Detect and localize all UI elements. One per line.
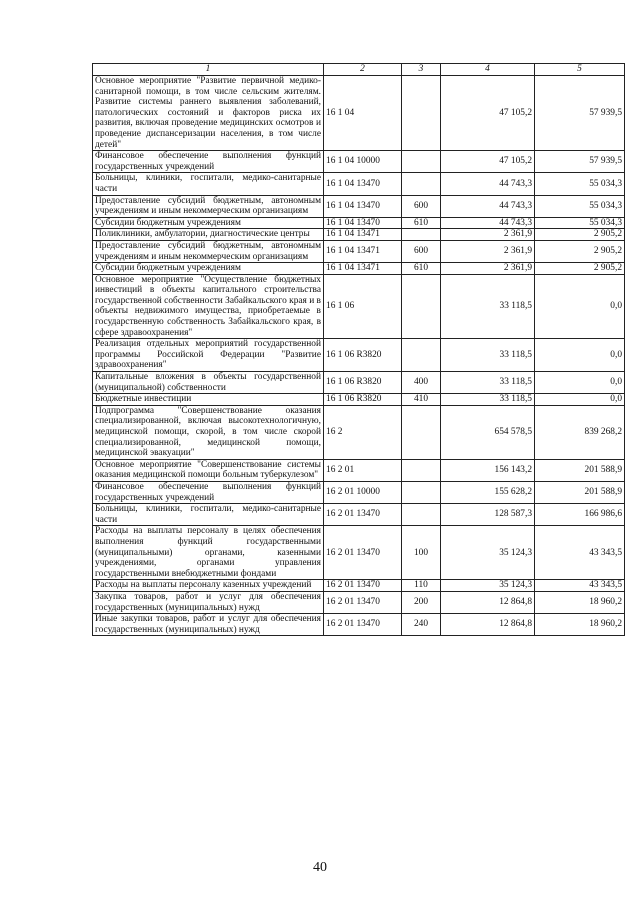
cell-type (402, 504, 441, 526)
cell-name: Расходы на выплаты персоналу в целях обеспечения выполнения функций государственными (муниципальными) органами, казенными учреждениями, органами управления государственными внебюджетными фондами (93, 526, 324, 580)
cell-type (402, 339, 441, 372)
cell-value-1: 47 105,2 (441, 151, 535, 173)
table-row (93, 372, 625, 394)
table-row (93, 394, 625, 406)
cell-code: 16 2 01 13470 (324, 526, 402, 580)
cell-value-1: 128 587,3 (441, 504, 535, 526)
cell-value-1: 33 118,5 (441, 274, 535, 339)
cell-code: 16 1 04 13471 (324, 263, 402, 275)
cell-value-1: 155 628,2 (441, 481, 535, 503)
cell-value-2: 57 939,5 (535, 76, 625, 151)
cell-value-1: 35 124,3 (441, 580, 535, 592)
table-row (93, 229, 625, 241)
cell-value-2: 0,0 (535, 274, 625, 339)
cell-type: 600 (402, 240, 441, 262)
table-row (93, 481, 625, 503)
cell-value-1: 44 743,3 (441, 195, 535, 217)
table-row (93, 580, 625, 592)
cell-value-1: 33 118,5 (441, 372, 535, 394)
cell-name: Капитальные вложения в объекты государственной (муниципальной) собственности (93, 372, 324, 394)
cell-value-2: 2 905,2 (535, 263, 625, 275)
cell-code: 16 1 04 13471 (324, 240, 402, 262)
cell-value-2: 18 960,2 (535, 614, 625, 636)
cell-value-2: 2 905,2 (535, 229, 625, 241)
column-header-name: 1 (93, 64, 324, 76)
cell-type (402, 274, 441, 339)
cell-code: 16 2 01 13470 (324, 580, 402, 592)
table-row (93, 274, 625, 339)
cell-type: 110 (402, 580, 441, 592)
cell-value-2: 55 034,3 (535, 173, 625, 195)
cell-code: 16 1 04 13470 (324, 173, 402, 195)
table-row (93, 217, 625, 229)
table-row (93, 240, 625, 262)
table-row (93, 591, 625, 613)
cell-code: 16 1 04 13470 (324, 217, 402, 229)
table-row (93, 173, 625, 195)
cell-name: Основное мероприятие "Совершенствование системы оказания медицинской помощи больным туберкулезом" (93, 459, 324, 481)
cell-value-2: 18 960,2 (535, 591, 625, 613)
cell-type: 400 (402, 372, 441, 394)
table-row (93, 195, 625, 217)
cell-value-2: 43 343,5 (535, 526, 625, 580)
cell-value-2: 201 588,9 (535, 481, 625, 503)
cell-type (402, 173, 441, 195)
cell-code: 16 1 06 R3820 (324, 394, 402, 406)
cell-code: 16 2 01 13470 (324, 504, 402, 526)
cell-name: Больницы, клиники, госпитали, медико-санитарные части (93, 504, 324, 526)
cell-value-1: 2 361,9 (441, 240, 535, 262)
cell-name: Субсидии бюджетным учреждениям (93, 263, 324, 275)
cell-name: Финансовое обеспечение выполнения функций государственных учреждений (93, 151, 324, 173)
cell-name: Иные закупки товаров, работ и услуг для обеспечения государственных (муниципальных) нужд (93, 614, 324, 636)
cell-name: Подпрограмма "Совершенствование оказания специализированной, включая высокотехнологичную, медицинской помощи, скорой, в том числе скорой специализированной, медицинской помощи, медицинской эвакуации" (93, 405, 324, 459)
cell-code: 16 1 04 10000 (324, 151, 402, 173)
cell-code: 16 2 01 13470 (324, 614, 402, 636)
table-row (93, 339, 625, 372)
cell-value-2: 201 588,9 (535, 459, 625, 481)
cell-code: 16 2 01 (324, 459, 402, 481)
cell-name: Поликлиники, амбулатории, диагностические центры (93, 229, 324, 241)
cell-type: 410 (402, 394, 441, 406)
cell-type: 240 (402, 614, 441, 636)
cell-name: Закупка товаров, работ и услуг для обеспечения государственных (муниципальных) нужд (93, 591, 324, 613)
table-row (93, 151, 625, 173)
cell-value-2: 0,0 (535, 394, 625, 406)
column-header-type: 3 (402, 64, 441, 76)
cell-value-2: 55 034,3 (535, 217, 625, 229)
cell-value-1: 12 864,8 (441, 614, 535, 636)
table-body (93, 76, 625, 636)
cell-value-1: 2 361,9 (441, 263, 535, 275)
table-row (93, 526, 625, 580)
cell-code: 16 1 06 R3820 (324, 339, 402, 372)
column-header-value-1: 4 (441, 64, 535, 76)
cell-value-1: 44 743,3 (441, 217, 535, 229)
cell-type: 610 (402, 217, 441, 229)
table-header-row (93, 64, 625, 76)
cell-name: Больницы, клиники, госпитали, медико-санитарные части (93, 173, 324, 195)
table-row (93, 405, 625, 459)
cell-type (402, 405, 441, 459)
table-row (93, 504, 625, 526)
cell-value-1: 156 143,2 (441, 459, 535, 481)
cell-name: Расходы на выплаты персоналу казенных учреждений (93, 580, 324, 592)
cell-code: 16 1 04 13471 (324, 229, 402, 241)
cell-value-2: 166 986,6 (535, 504, 625, 526)
page-number: 40 (313, 860, 327, 875)
cell-code: 16 1 06 R3820 (324, 372, 402, 394)
table-row (93, 459, 625, 481)
cell-value-1: 35 124,3 (441, 526, 535, 580)
cell-name: Бюджетные инвестиции (93, 394, 324, 406)
table-row (93, 76, 625, 151)
cell-code: 16 2 01 13470 (324, 591, 402, 613)
cell-type (402, 481, 441, 503)
table-row (93, 263, 625, 275)
cell-value-2: 2 905,2 (535, 240, 625, 262)
cell-value-2: 55 034,3 (535, 195, 625, 217)
cell-value-2: 43 343,5 (535, 580, 625, 592)
cell-type: 200 (402, 591, 441, 613)
cell-code: 16 2 (324, 405, 402, 459)
table-row (93, 614, 625, 636)
cell-type (402, 151, 441, 173)
cell-type (402, 76, 441, 151)
cell-value-2: 839 268,2 (535, 405, 625, 459)
cell-type (402, 459, 441, 481)
cell-code: 16 1 06 (324, 274, 402, 339)
cell-code: 16 2 01 10000 (324, 481, 402, 503)
cell-value-1: 47 105,2 (441, 76, 535, 151)
cell-name: Субсидии бюджетным учреждениям (93, 217, 324, 229)
cell-value-1: 33 118,5 (441, 394, 535, 406)
cell-type (402, 229, 441, 241)
cell-value-1: 654 578,5 (441, 405, 535, 459)
budget-table (92, 63, 625, 636)
cell-value-2: 0,0 (535, 372, 625, 394)
cell-name: Предоставление субсидий бюджетным, автономным учреждениям и иным некоммерческим организациям (93, 195, 324, 217)
column-header-code: 2 (324, 64, 402, 76)
cell-name: Основное мероприятие "Осуществление бюджетных инвестиций в объекты капитального строительства государственной собственности Забайкальского края и в объекты недвижимого имущества, приобретаемые в государственную собственность Забайкальского края, в сфере здравоохранения" (93, 274, 324, 339)
cell-code: 16 1 04 13470 (324, 195, 402, 217)
cell-value-1: 12 864,8 (441, 591, 535, 613)
cell-type: 100 (402, 526, 441, 580)
cell-value-2: 0,0 (535, 339, 625, 372)
cell-name: Предоставление субсидий бюджетным, автономным учреждениям и иным некоммерческим организациям (93, 240, 324, 262)
cell-value-2: 57 939,5 (535, 151, 625, 173)
cell-type: 610 (402, 263, 441, 275)
cell-value-1: 44 743,3 (441, 173, 535, 195)
cell-name: Реализация отдельных мероприятий государственной программы Российской Федерации "Развитие здравоохранения" (93, 339, 324, 372)
column-header-value-2: 5 (535, 64, 625, 76)
cell-code: 16 1 04 (324, 76, 402, 151)
cell-name: Финансовое обеспечение выполнения функций государственных учреждений (93, 481, 324, 503)
cell-value-1: 2 361,9 (441, 229, 535, 241)
cell-value-1: 33 118,5 (441, 339, 535, 372)
cell-type: 600 (402, 195, 441, 217)
cell-name: Основное мероприятие "Развитие первичной медико-санитарной помощи, в том числе сельским жителям. Развитие системы раннего выявления заболеваний, патологических состояний и факторов риска их развития, включая проведение медицинских осмотров и проведение диспансеризации населения, в том числе детей" (93, 76, 324, 151)
